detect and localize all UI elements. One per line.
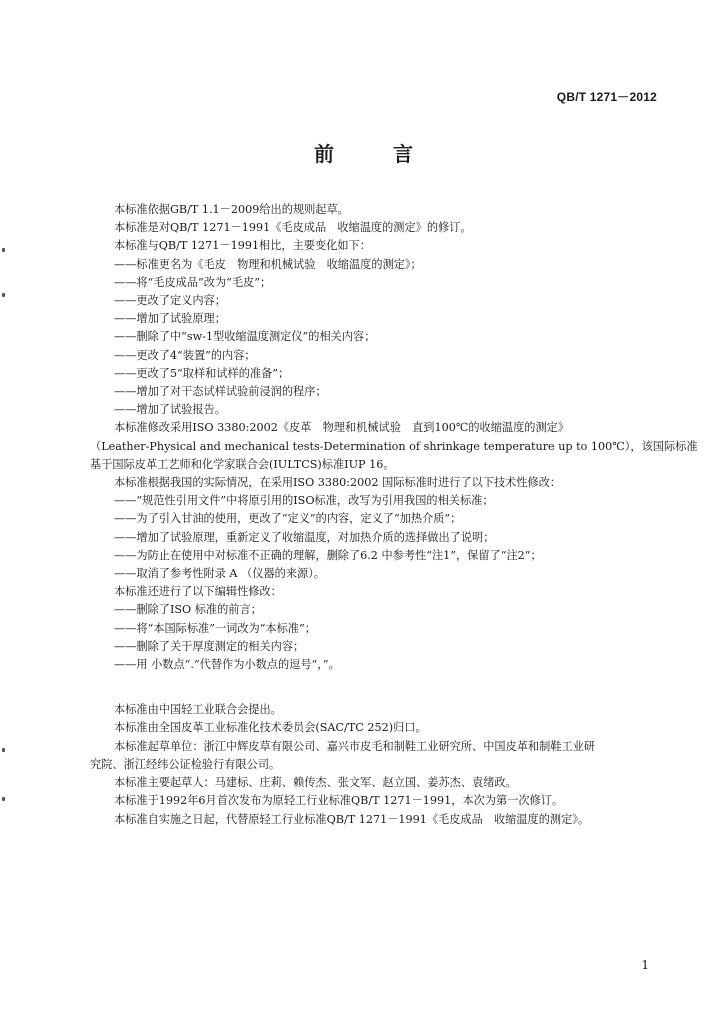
list-item: ——增加了试验原理； (114, 312, 226, 326)
list-item: ——为了引入甘油的使用，更改了“定义”的内容，定义了“加热介质”； (114, 512, 462, 526)
page-title: 前 言 (314, 142, 439, 166)
list-item: ——用 小数点“.”代替作为小数点的逗号“，”。 (114, 658, 340, 672)
list-item: ——删除了关于厚度测定的相关内容； (114, 639, 305, 653)
document-code: QB/T 1271－2012 (556, 90, 657, 104)
paragraph: 本标准根据我国的实际情况，在采用ISO 3380:2002 国际标准时进行了以下技术性修改： (114, 476, 562, 490)
page-number: 1 (641, 958, 649, 972)
paragraph: 本标准由中国轻工业联合会提出。 (114, 703, 282, 717)
list-item: ——更改了5“取样和试样的准备”； (114, 366, 290, 380)
paragraph: 本标准与QB/T 1271－1991相比，主要变化如下： (114, 239, 371, 253)
paragraph: 本标准还进行了以下编辑性修改： (114, 585, 282, 599)
list-item: ——更改了定义内容； (114, 294, 226, 308)
paragraph: 本标准主要起草人：马建标、庄莉、赖传杰、张文军、赵立国、姜苏杰、袁绪政。 (114, 776, 517, 790)
list-item: ——取消了参考性附录 A （仪器的来源）。 (114, 567, 325, 581)
paragraph: 本标准自实施之日起，代替原轻工行业标准QB/T 1271－1991《毛皮成品 收缩温度的测定》。 (114, 812, 590, 826)
list-item: ——将“本国际标准”一词改为“本标准”； (114, 621, 316, 635)
list-item: ——为防止在使用中对标准不正确的理解，删除了6.2 中参考性“注1”，保留了“注2”； (114, 548, 542, 562)
list-item: ——增加了试验报告。 (114, 403, 226, 417)
binding-mark (2, 797, 5, 801)
paragraph-continuation: 究院、浙江经纬公证检验行有限公司。 (90, 757, 281, 771)
paragraph: 本标准是对QB/T 1271－1991《毛皮成品 收缩温度的测定》的修订。 (114, 221, 472, 235)
paragraph: 本标准起草单位：浙江中辉皮草有限公司、嘉兴市皮毛和制鞋工业研究所、中国皮革和制鞋工业研 (114, 739, 596, 753)
list-item: ——增加了对干态试样试验前浸润的程序； (114, 385, 327, 399)
binding-mark (2, 293, 5, 297)
paragraph: 本标准于1992年6月首次发布为原轻工行业标准QB/T 1271－1991，本次为第一次修订。 (114, 794, 564, 808)
paragraph: 本标准修改采用ISO 3380:2002《皮革 物理和机械试验 直到100℃的收缩温度的测定》 (114, 421, 570, 435)
list-item: ——删除了中“sw-1型收缩温度测定仪”的相关内容； (114, 330, 376, 344)
section-gap (90, 674, 690, 701)
list-item: ——增加了试验原理，重新定义了收缩温度，对加热介质的选择做出了说明； (114, 530, 495, 544)
binding-mark (2, 748, 5, 752)
paragraph-continuation: 基于国际皮革工艺师和化学家联合会(IULTCS)标准IUP 16。 (90, 457, 395, 471)
list-item: ——标准更名为《毛皮 物理和机械试验 收缩温度的测定》； (114, 257, 422, 271)
list-item: ——删除了ISO 标准的前言； (114, 603, 262, 617)
paragraph-continuation: （Leather-Physical and mechanical tests-Determination of shrinkage temperature up to 100℃），该国际标准 (90, 439, 698, 453)
foreword-body (90, 201, 698, 829)
list-item: ——“规范性引用文件”中将原引用的ISO标准，改写为引用我国的相关标准； (114, 494, 494, 508)
list-item: ——将“毛皮成品”改为“毛皮”； (114, 275, 272, 289)
binding-mark (2, 248, 5, 252)
list-item: ——更改了4“装置”的内容； (114, 348, 256, 362)
paragraph: 本标准依据GB/T 1.1－2009给出的规则起草。 (114, 203, 349, 216)
paragraph: 本标准由全国皮革工业标准化技术委员会(SAC/TC 252)归口。 (114, 721, 427, 735)
